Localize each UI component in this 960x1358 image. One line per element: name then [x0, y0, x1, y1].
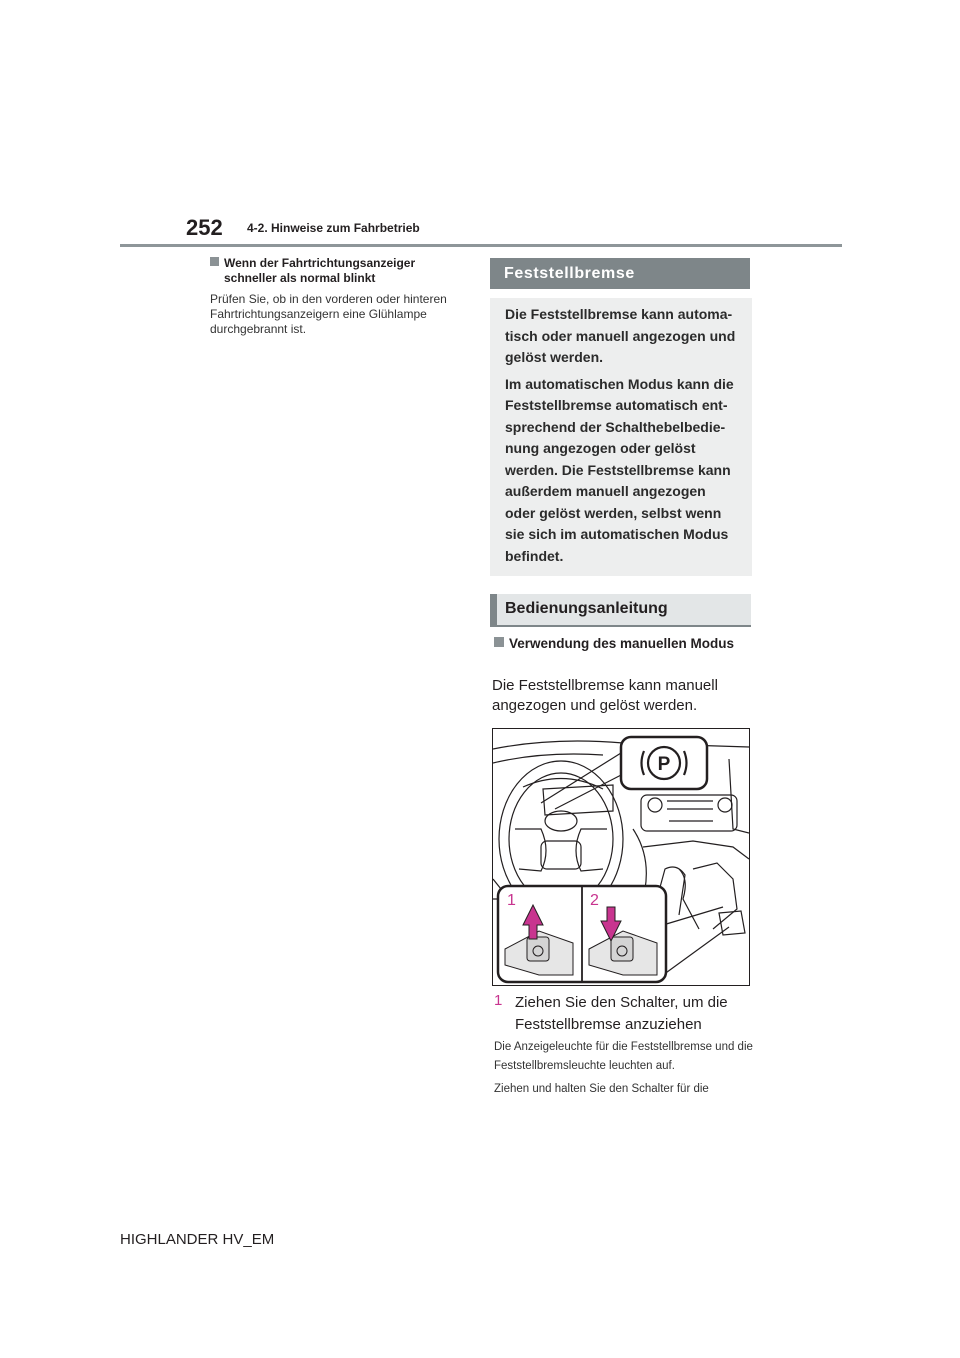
step-number: 1	[494, 992, 503, 1009]
parking-brake-illustration	[492, 728, 750, 986]
note-indicator-lights: Die Anzeigeleuchte für die Feststellbremse und die Feststellbremsleuchte leuchten auf.	[494, 1041, 753, 1072]
heading-bedienungsanleitung: Bedienungsanleitung	[490, 594, 751, 626]
info-paragraph-1: Die Feststellbremse kann automa-tisch oder manuell angezogen und gelöst werden.	[505, 306, 736, 365]
callout-2-label: 2	[590, 892, 599, 909]
page-number: 252	[186, 215, 223, 240]
info-box	[490, 298, 752, 576]
manual-mode-subheading: Verwendung des manuellen Modus	[494, 634, 754, 654]
heading-rule	[490, 625, 751, 627]
p-symbol-letter: P	[657, 754, 671, 775]
section-title: 4-2. Hinweise zum Fahrbetrieb	[247, 221, 420, 235]
cockpit-drawing	[493, 729, 749, 985]
square-bullet-icon	[494, 637, 504, 647]
left-body-text: Prüfen Sie, ob in den vorderen oder hinteren Fahrtrichtungsanzeigern eine Glühlampe durchgebrannt ist.	[210, 292, 447, 336]
note-pull-hold: Ziehen und halten Sie den Schalter für die	[494, 1083, 709, 1095]
step-text: Ziehen Sie den Schalter, um die Feststellbremse anzuziehen	[515, 994, 728, 1033]
footer-model: HIGHLANDER HV_EM	[120, 1231, 275, 1248]
manual-mode-body: Die Feststellbremse kann manuell angezogen und gelöst werden.	[492, 677, 718, 714]
info-paragraph-2: Im automatischen Modus kann die Feststellbremse automatisch ent-sprechend der Schalthebelbedie-nung angezogen oder gelöst werden. Die Feststellbremse kann außerdem manuell angezogen oder gelöst werden, selbst wenn sie sich im automatischen Modus befindet.	[505, 375, 734, 564]
callout-1-label: 1	[507, 892, 516, 909]
square-bullet-icon	[210, 257, 219, 266]
left-subheading: Wenn der Fahrtrichtungsanzeiger schneller als normal blinkt	[210, 256, 470, 286]
heading-feststellbremse: Feststellbremse	[490, 258, 750, 289]
header-rule	[120, 244, 842, 247]
